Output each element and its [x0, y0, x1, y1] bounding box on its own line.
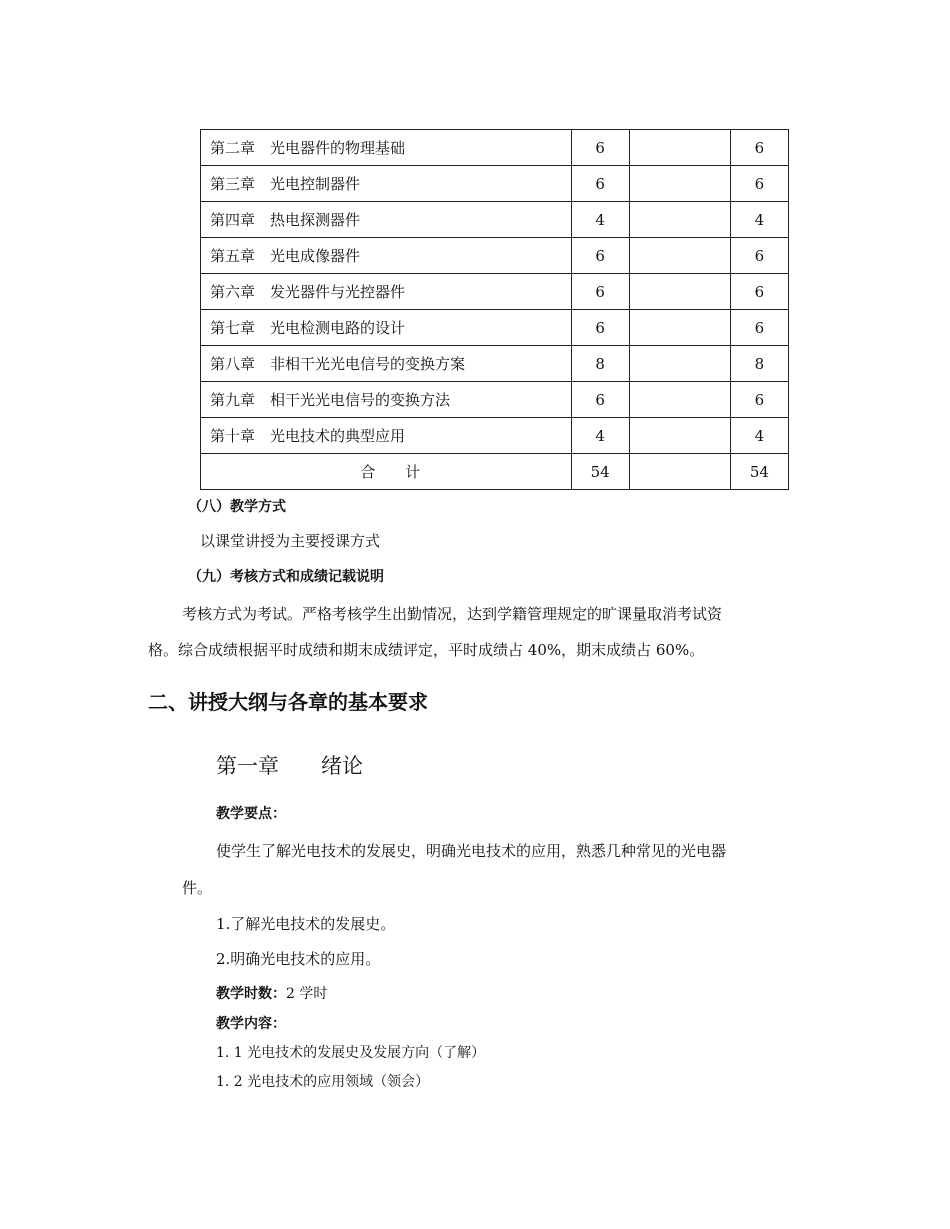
- key-point-item-1: 1.了解光电技术的发展史。: [216, 915, 396, 933]
- chapter-name-cell: 第七章 光电检测电路的设计: [201, 310, 572, 346]
- key-points-line2: 件。: [182, 879, 213, 897]
- chapter-name-cell: 第三章 光电控制器件: [201, 166, 572, 202]
- chapter-name-cell: 第四章 热电探测器件: [201, 202, 572, 238]
- other-hours-cell: [629, 346, 730, 382]
- section-two-title: 二、讲授大纲与各章的基本要求: [148, 690, 428, 714]
- other-hours-cell: [629, 310, 730, 346]
- total-lecture-hours-cell: 54: [571, 454, 629, 490]
- teaching-content-label: 教学内容：: [216, 1016, 286, 1032]
- assessment-heading: （九）考核方式和成绩记载说明: [188, 569, 384, 585]
- chapter-name-cell: 第五章 光电成像器件: [201, 238, 572, 274]
- chapter-name-cell: 第八章 非相干光光电信号的变换方案: [201, 346, 572, 382]
- other-hours-cell: [629, 382, 730, 418]
- key-points-label: 教学要点：: [216, 806, 286, 822]
- total-hours-cell: 4: [730, 418, 788, 454]
- total-hours-cell: 6: [730, 310, 788, 346]
- table-row: [201, 274, 789, 310]
- total-hours-cell: 6: [730, 238, 788, 274]
- course-hours-table-body: [201, 130, 789, 490]
- lecture-hours-cell: 6: [571, 238, 629, 274]
- total-hours-cell: 4: [730, 202, 788, 238]
- other-hours-cell: [629, 418, 730, 454]
- teaching-method-heading: （八）教学方式: [188, 499, 286, 515]
- teaching-method-text: 以课堂讲授为主要授课方式: [200, 532, 381, 550]
- table-row: [201, 202, 789, 238]
- lecture-hours-cell: 6: [571, 166, 629, 202]
- other-hours-cell: [629, 274, 730, 310]
- lecture-hours-cell: 6: [571, 130, 629, 166]
- table-total-row: [201, 454, 789, 490]
- chapter-name-cell: 第六章 发光器件与光控器件: [201, 274, 572, 310]
- chapter-name-cell: 第二章 光电器件的物理基础: [201, 130, 572, 166]
- lecture-hours-cell: 6: [571, 274, 629, 310]
- grand-total-hours-cell: 54: [730, 454, 788, 490]
- lecture-hours-cell: 4: [571, 418, 629, 454]
- chapter-name-cell: 第十章 光电技术的典型应用: [201, 418, 572, 454]
- lecture-hours-cell: 8: [571, 346, 629, 382]
- chapter-one-title: 第一章 绪论: [216, 754, 363, 778]
- key-point-item-2: 2.明确光电技术的应用。: [216, 950, 381, 968]
- table-row: [201, 238, 789, 274]
- total-hours-cell: 8: [730, 346, 788, 382]
- table-row: [201, 166, 789, 202]
- teaching-hours-label: 教学时数：: [216, 986, 286, 1002]
- teaching-content-item-1: 1. 1 光电技术的发展史及发展方向（了解）: [216, 1045, 486, 1061]
- total-hours-cell: 6: [730, 382, 788, 418]
- key-points-line1: 使学生了解光电技术的发展史，明确光电技术的应用，熟悉几种常见的光电器: [216, 842, 727, 860]
- total-other-hours-cell: [629, 454, 730, 490]
- assessment-text-line1: 考核方式为考试。严格考核学生出勤情况，达到学籍管理规定的旷课量取消考试资: [182, 605, 723, 623]
- other-hours-cell: [629, 130, 730, 166]
- other-hours-cell: [629, 202, 730, 238]
- other-hours-cell: [629, 238, 730, 274]
- chapter-name-cell: 第九章 相干光光电信号的变换方法: [201, 382, 572, 418]
- table-row: [201, 310, 789, 346]
- total-label-cell: 合 计: [201, 454, 572, 490]
- total-hours-cell: 6: [730, 166, 788, 202]
- course-hours-table: [200, 129, 789, 490]
- table-row: [201, 130, 789, 166]
- lecture-hours-cell: 6: [571, 382, 629, 418]
- teaching-content-item-2: 1. 2 光电技术的应用领域（领会）: [216, 1074, 430, 1090]
- table-row: [201, 418, 789, 454]
- table-row: [201, 346, 789, 382]
- assessment-text-line2: 格。综合成绩根据平时成绩和期末成绩评定，平时成绩占 40%，期末成绩占 60%。: [148, 641, 705, 659]
- teaching-hours-value: 2 学时: [286, 986, 328, 1002]
- teaching-hours-line: [216, 983, 327, 1003]
- lecture-hours-cell: 6: [571, 310, 629, 346]
- other-hours-cell: [629, 166, 730, 202]
- table-row: [201, 382, 789, 418]
- total-hours-cell: 6: [730, 130, 788, 166]
- lecture-hours-cell: 4: [571, 202, 629, 238]
- total-hours-cell: 6: [730, 274, 788, 310]
